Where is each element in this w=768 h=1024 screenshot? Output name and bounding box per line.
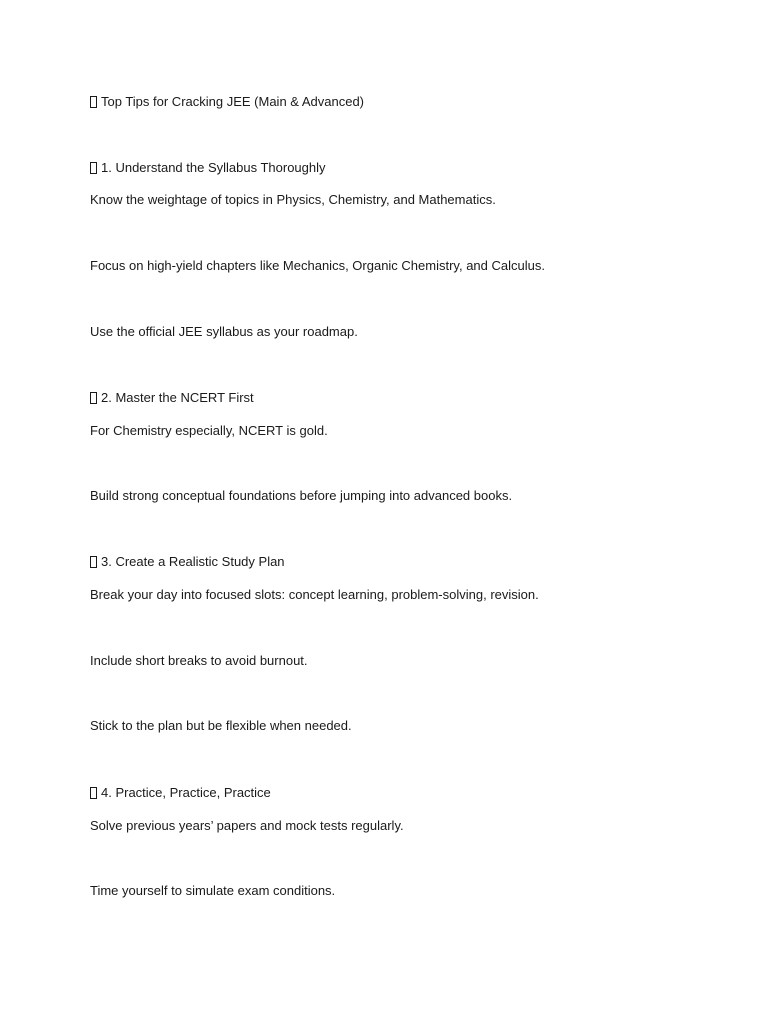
section-heading bbox=[90, 785, 271, 801]
section-point: Time yourself to simulate exam conditions. bbox=[90, 883, 336, 898]
section-point: Focus on high-yield chapters like Mechanics, Organic Chemistry, and Calculus. bbox=[90, 258, 545, 273]
section-heading bbox=[90, 554, 285, 570]
missing-glyph-icon bbox=[90, 392, 97, 404]
section-point: Solve previous years’ papers and mock tests regularly. bbox=[90, 818, 404, 833]
section-point: For Chemistry especially, NCERT is gold. bbox=[90, 423, 328, 438]
section-heading-text: 3. Create a Realistic Study Plan bbox=[101, 554, 285, 569]
missing-glyph-icon bbox=[90, 787, 97, 799]
section-heading-text: 1. Understand the Syllabus Thoroughly bbox=[101, 160, 326, 175]
section-heading-text: 2. Master the NCERT First bbox=[101, 390, 254, 405]
section-heading bbox=[90, 390, 254, 406]
section-point: Stick to the plan but be flexible when needed. bbox=[90, 718, 352, 733]
missing-glyph-icon bbox=[90, 556, 97, 568]
section-heading-text: 4. Practice, Practice, Practice bbox=[101, 785, 271, 800]
missing-glyph-icon bbox=[90, 96, 97, 108]
section-point: Include short breaks to avoid burnout. bbox=[90, 653, 308, 668]
section-point: Know the weightage of topics in Physics, Chemistry, and Mathematics. bbox=[90, 192, 496, 207]
section-point: Build strong conceptual foundations before jumping into advanced books. bbox=[90, 488, 513, 503]
missing-glyph-icon bbox=[90, 162, 97, 174]
document-title-text: Top Tips for Cracking JEE (Main & Advanced) bbox=[101, 94, 365, 109]
section-point: Break your day into focused slots: concept learning, problem-solving, revision. bbox=[90, 587, 539, 602]
section-point: Use the official JEE syllabus as your roadmap. bbox=[90, 324, 358, 339]
document-title bbox=[90, 94, 364, 110]
section-heading bbox=[90, 160, 326, 176]
